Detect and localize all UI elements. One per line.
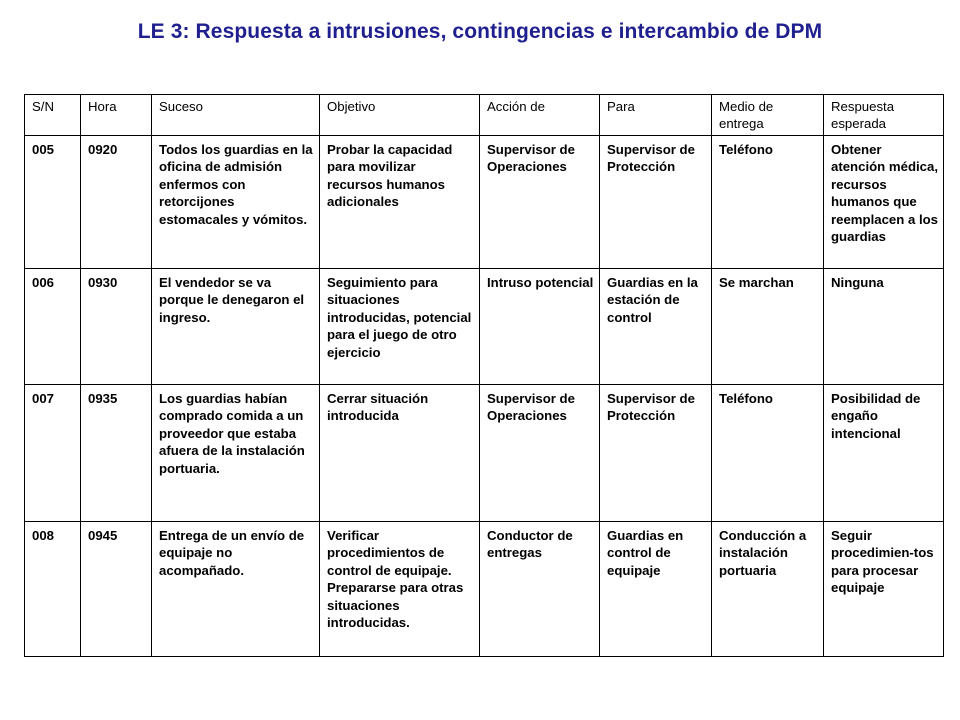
cell-sn: 006 bbox=[25, 269, 81, 385]
header-respuesta: Respuesta esperada bbox=[824, 95, 944, 136]
cell-accion: Conductor de entregas bbox=[480, 522, 600, 657]
cell-sn: 007 bbox=[25, 385, 81, 522]
cell-accion: Supervisor de Operaciones bbox=[480, 136, 600, 269]
cell-sn: 008 bbox=[25, 522, 81, 657]
cell-medio: Conducción a instalación portuaria bbox=[712, 522, 824, 657]
table-row bbox=[25, 269, 944, 385]
cell-suceso: Entrega de un envío de equipaje no acompañado. bbox=[152, 522, 320, 657]
header-objetivo: Objetivo bbox=[320, 95, 480, 136]
header-sn: S/N bbox=[25, 95, 81, 136]
cell-para: Supervisor de Protección bbox=[600, 136, 712, 269]
cell-respuesta: Seguir procedimien-tos para procesar equipaje bbox=[824, 522, 944, 657]
table-header-row bbox=[25, 95, 944, 136]
table-row bbox=[25, 522, 944, 657]
cell-suceso: El vendedor se va porque le denegaron el ingreso. bbox=[152, 269, 320, 385]
cell-para: Supervisor de Protección bbox=[600, 385, 712, 522]
cell-accion: Intruso potencial bbox=[480, 269, 600, 385]
cell-respuesta: Ninguna bbox=[824, 269, 944, 385]
cell-respuesta: Posibilidad de engaño intencional bbox=[824, 385, 944, 522]
cell-accion: Supervisor de Operaciones bbox=[480, 385, 600, 522]
header-accion: Acción de bbox=[480, 95, 600, 136]
header-hora: Hora bbox=[81, 95, 152, 136]
cell-para: Guardias en control de equipaje bbox=[600, 522, 712, 657]
cell-medio: Se marchan bbox=[712, 269, 824, 385]
page-title: LE 3: Respuesta a intrusiones, contingencias e intercambio de DPM bbox=[137, 20, 823, 43]
cell-medio: Teléfono bbox=[712, 136, 824, 269]
cell-suceso: Los guardias habían comprado comida a un proveedor que estaba afuera de la instalación portuaria. bbox=[152, 385, 320, 522]
cell-objetivo: Probar la capacidad para movilizar recursos humanos adicionales bbox=[320, 136, 480, 269]
header-suceso: Suceso bbox=[152, 95, 320, 136]
table-row bbox=[25, 385, 944, 522]
cell-suceso: Todos los guardias en la oficina de admisión enfermos con retorcijones estomacales y vómitos. bbox=[152, 136, 320, 269]
cell-respuesta: Obtener atención médica, recursos humanos que reemplacen a los guardias bbox=[824, 136, 944, 269]
cell-hora: 0945 bbox=[81, 522, 152, 657]
cell-hora: 0935 bbox=[81, 385, 152, 522]
header-medio: Medio de entrega bbox=[712, 95, 824, 136]
table-row bbox=[25, 136, 944, 269]
cell-sn: 005 bbox=[25, 136, 81, 269]
cell-objetivo: Seguimiento para situaciones introducidas, potencial para el juego de otro ejercicio bbox=[320, 269, 480, 385]
cell-para: Guardias en la estación de control bbox=[600, 269, 712, 385]
header-para: Para bbox=[600, 95, 712, 136]
cell-objetivo: Verificar procedimientos de control de equipaje. Prepararse para otras situaciones introducidas. bbox=[320, 522, 480, 657]
cell-objetivo: Cerrar situación introducida bbox=[320, 385, 480, 522]
cell-medio: Teléfono bbox=[712, 385, 824, 522]
exercise-schedule-table bbox=[24, 94, 944, 657]
cell-hora: 0920 bbox=[81, 136, 152, 269]
cell-hora: 0930 bbox=[81, 269, 152, 385]
